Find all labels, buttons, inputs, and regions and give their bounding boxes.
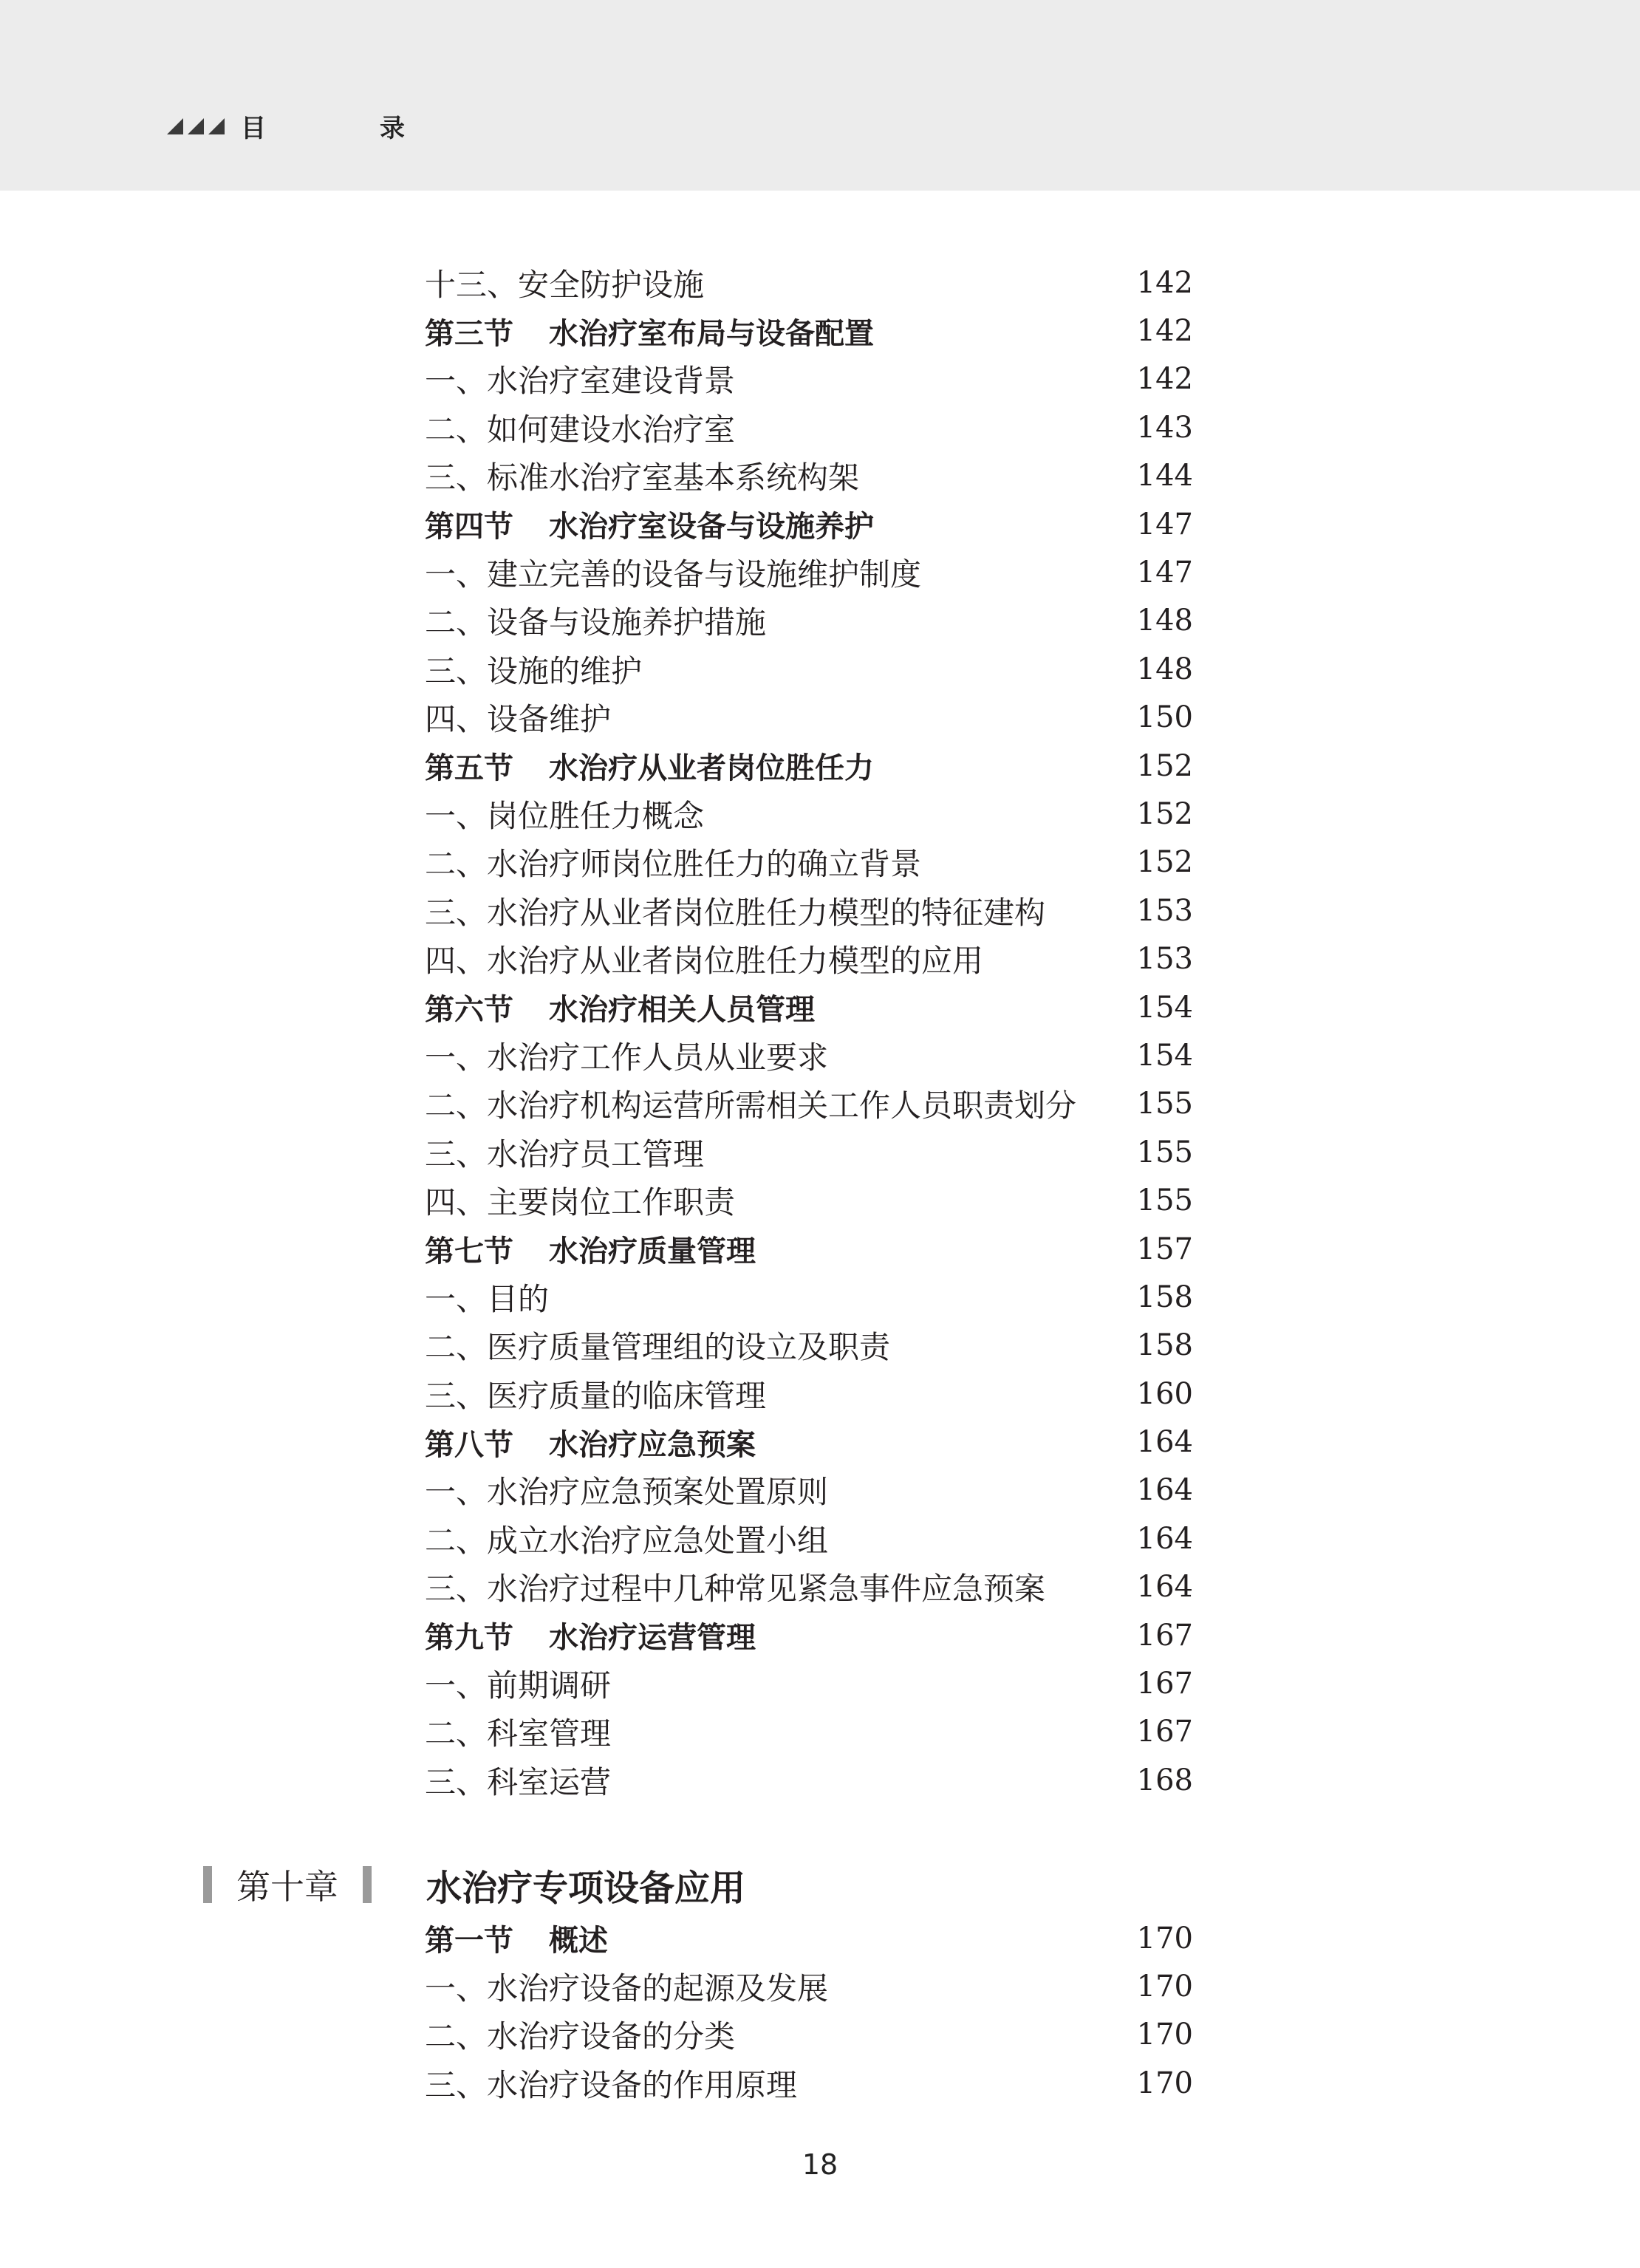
toc-page-number: 167	[1136, 1715, 1193, 1749]
toc-section-row[interactable]	[425, 500, 1193, 548]
toc-page-number: 155	[1136, 1135, 1193, 1169]
toc-entry-title	[425, 986, 815, 1028]
toc-item-row[interactable]	[425, 597, 1193, 645]
toc-item-row[interactable]	[425, 1659, 1193, 1707]
toc-item-row[interactable]	[425, 2059, 1193, 2107]
toc-entry-title: 二、医疗质量管理组的设立及职责	[425, 1329, 891, 1366]
toc-page-number: 160	[1136, 1376, 1193, 1411]
toc-entry-title: 四、设备维护	[425, 701, 612, 738]
toc-page-number: 148	[1136, 652, 1193, 686]
toc-item-row[interactable]	[425, 1563, 1193, 1611]
toc-section-number: 第三节	[425, 316, 513, 351]
toc-item-row[interactable]	[425, 645, 1193, 693]
toc-item-row[interactable]	[425, 1756, 1193, 1804]
toc-section-number: 第七节	[425, 1234, 513, 1268]
toc-item-row[interactable]	[425, 259, 1193, 307]
toc-page-number: 143	[1136, 410, 1193, 445]
toc-page-number: 170	[1136, 1970, 1193, 2004]
toc-page-number: 154	[1136, 990, 1193, 1025]
toc-item-row[interactable]	[425, 1708, 1193, 1756]
toc-section-name: 水治疗室设备与设施养护	[549, 510, 874, 544]
toc-item-row[interactable]	[425, 355, 1193, 403]
toc-entry-title: 一、水治疗设备的起源及发展	[425, 1970, 829, 2007]
toc-section-name: 水治疗质量管理	[549, 1234, 756, 1268]
toc-section-name: 概述	[549, 1924, 608, 1958]
toc-page-number: 150	[1136, 700, 1193, 735]
toc-item-row[interactable]	[425, 452, 1193, 500]
toc-item-row[interactable]	[425, 403, 1193, 451]
toc-page-number: 168	[1136, 1763, 1193, 1797]
chapter-bar-left	[203, 1866, 212, 1903]
page-number: 18	[802, 2148, 838, 2181]
toc-item-row[interactable]	[425, 1080, 1193, 1128]
toc-entry-title: 四、水治疗从业者岗位胜任力模型的应用	[425, 943, 984, 980]
toc-entry-title: 二、水治疗机构运营所需相关工作人员职责划分	[425, 1087, 1077, 1124]
toc-item-row[interactable]	[425, 935, 1193, 983]
toc-entry-title: 一、水治疗室建设背景	[425, 363, 736, 400]
toc-page-number: 164	[1136, 1473, 1193, 1508]
toc-entry-title	[425, 1421, 756, 1463]
toc-entry-title: 三、水治疗设备的作用原理	[425, 2066, 798, 2103]
running-header-title: 目 录	[241, 114, 449, 143]
toc-page-number: 167	[1136, 1618, 1193, 1653]
toc-page-number: 142	[1136, 314, 1193, 349]
toc-item-row[interactable]	[425, 1466, 1193, 1514]
toc-item-row[interactable]	[425, 790, 1193, 838]
toc-entry-title	[425, 1917, 608, 1959]
toc-entry-title: 一、岗位胜任力概念	[425, 797, 705, 834]
toc-entry-title: 二、设备与设施养护措施	[425, 604, 767, 641]
toc-section-name: 水治疗室布局与设备配置	[549, 316, 874, 351]
toc-entry-title: 一、水治疗工作人员从业要求	[425, 1039, 829, 1076]
toc-page-number: 170	[1136, 1921, 1193, 1956]
toc-item-row[interactable]	[425, 1322, 1193, 1370]
toc-entry-title: 一、水治疗应急预案处置原则	[425, 1474, 829, 1511]
toc-entry-title: 一、前期调研	[425, 1667, 612, 1704]
toc-section-name: 水治疗从业者岗位胜任力	[549, 751, 874, 786]
toc-page-number: 155	[1136, 1087, 1193, 1121]
toc-page-number: 142	[1136, 265, 1193, 300]
toc-entry-title: 二、如何建设水治疗室	[425, 411, 736, 448]
chapter-label: 第十章	[236, 1867, 338, 1907]
toc-item-row[interactable]	[425, 1031, 1193, 1079]
triangle-marks-icon	[167, 118, 229, 134]
toc-item-row[interactable]	[425, 2011, 1193, 2059]
toc-list-chapter	[425, 1914, 1193, 2108]
running-header	[0, 0, 1640, 191]
toc-section-name: 水治疗相关人员管理	[549, 993, 815, 1028]
toc-entry-title: 三、医疗质量的临床管理	[425, 1377, 767, 1414]
toc-entry-title: 三、设施的维护	[425, 652, 643, 689]
toc-page-number: 147	[1136, 556, 1193, 590]
toc-entry-title	[425, 745, 874, 787]
toc-entry-title: 四、主要岗位工作职责	[425, 1184, 736, 1221]
toc-section-number: 第六节	[425, 993, 513, 1028]
toc-section-row[interactable]	[425, 1611, 1193, 1659]
toc-page-number: 153	[1136, 893, 1193, 928]
toc-page-number: 147	[1136, 507, 1193, 542]
toc-page-number: 142	[1136, 362, 1193, 397]
toc-entry-title: 一、目的	[425, 1280, 550, 1317]
chapter-title: 水治疗专项设备应用	[426, 1867, 746, 1909]
toc-page-number: 154	[1136, 1038, 1193, 1073]
toc-entry-title	[425, 1614, 756, 1656]
toc-section-row[interactable]	[425, 742, 1193, 790]
toc-page-number: 152	[1136, 845, 1193, 880]
toc-entry-title: 三、标准水治疗室基本系统构架	[425, 460, 860, 496]
toc-page-number: 170	[1136, 2018, 1193, 2052]
toc-item-row[interactable]	[425, 694, 1193, 742]
toc-entry-title: 三、水治疗过程中几种常见紧急事件应急预案	[425, 1571, 1046, 1608]
toc-list	[425, 259, 1193, 1805]
toc-page-number: 158	[1136, 1280, 1193, 1314]
toc-page-number: 167	[1136, 1667, 1193, 1701]
toc-section-number: 第一节	[425, 1924, 513, 1958]
toc-entry-title	[425, 503, 874, 545]
toc-section-row[interactable]	[425, 307, 1193, 355]
toc-item-row[interactable]	[425, 1273, 1193, 1321]
toc-page-number: 152	[1136, 748, 1193, 783]
toc-entry-title: 三、水治疗员工管理	[425, 1135, 705, 1172]
toc-item-row[interactable]	[425, 1128, 1193, 1176]
toc-entry-title: 三、科室运营	[425, 1763, 612, 1800]
toc-page-number: 157	[1136, 1232, 1193, 1266]
toc-entry-title: 二、水治疗师岗位胜任力的确立背景	[425, 846, 922, 883]
toc-page-number: 170	[1136, 2066, 1193, 2100]
toc-item-row[interactable]	[425, 548, 1193, 596]
toc-section-name: 水治疗应急预案	[549, 1427, 756, 1462]
toc-page-number: 152	[1136, 796, 1193, 831]
toc-section-row[interactable]	[425, 1225, 1193, 1273]
toc-item-row[interactable]	[425, 1514, 1193, 1562]
toc-item-row[interactable]	[425, 887, 1193, 935]
toc-section-row[interactable]	[425, 1914, 1193, 1962]
toc-page-number: 164	[1136, 1570, 1193, 1605]
chapter-heading	[203, 1862, 1193, 1907]
toc-entry-title	[425, 1228, 756, 1270]
toc-page-number: 144	[1136, 459, 1193, 493]
toc-page-number: 153	[1136, 942, 1193, 977]
toc-entry-title: 十三、安全防护设施	[425, 266, 705, 303]
toc-entry-title	[425, 310, 874, 352]
toc-section-name: 水治疗运营管理	[549, 1621, 756, 1656]
toc-page-number: 164	[1136, 1425, 1193, 1460]
toc-section-number: 第九节	[425, 1621, 513, 1656]
toc-item-row[interactable]	[425, 1370, 1193, 1418]
toc-entry-title: 一、建立完善的设备与设施维护制度	[425, 556, 922, 593]
toc-section-number: 第八节	[425, 1427, 513, 1462]
toc-entry-title: 三、水治疗从业者岗位胜任力模型的特征建构	[425, 894, 1046, 931]
toc-page-number: 148	[1136, 604, 1193, 638]
chapter-bar-right	[363, 1866, 372, 1903]
toc-section-number: 第四节	[425, 510, 513, 544]
toc-item-row[interactable]	[425, 1176, 1193, 1224]
toc-item-row[interactable]	[425, 838, 1193, 887]
toc-page-number: 158	[1136, 1328, 1193, 1363]
toc-page-number: 164	[1136, 1521, 1193, 1556]
toc-item-row[interactable]	[425, 1962, 1193, 2010]
toc-section-number: 第五节	[425, 751, 513, 786]
toc-entry-title: 二、成立水治疗应急处置小组	[425, 1522, 829, 1559]
toc-section-row[interactable]	[425, 983, 1193, 1031]
toc-section-row[interactable]	[425, 1418, 1193, 1466]
toc-entry-title: 二、水治疗设备的分类	[425, 2018, 736, 2055]
toc-entry-title: 二、科室管理	[425, 1715, 612, 1752]
toc-page-number: 155	[1136, 1183, 1193, 1218]
